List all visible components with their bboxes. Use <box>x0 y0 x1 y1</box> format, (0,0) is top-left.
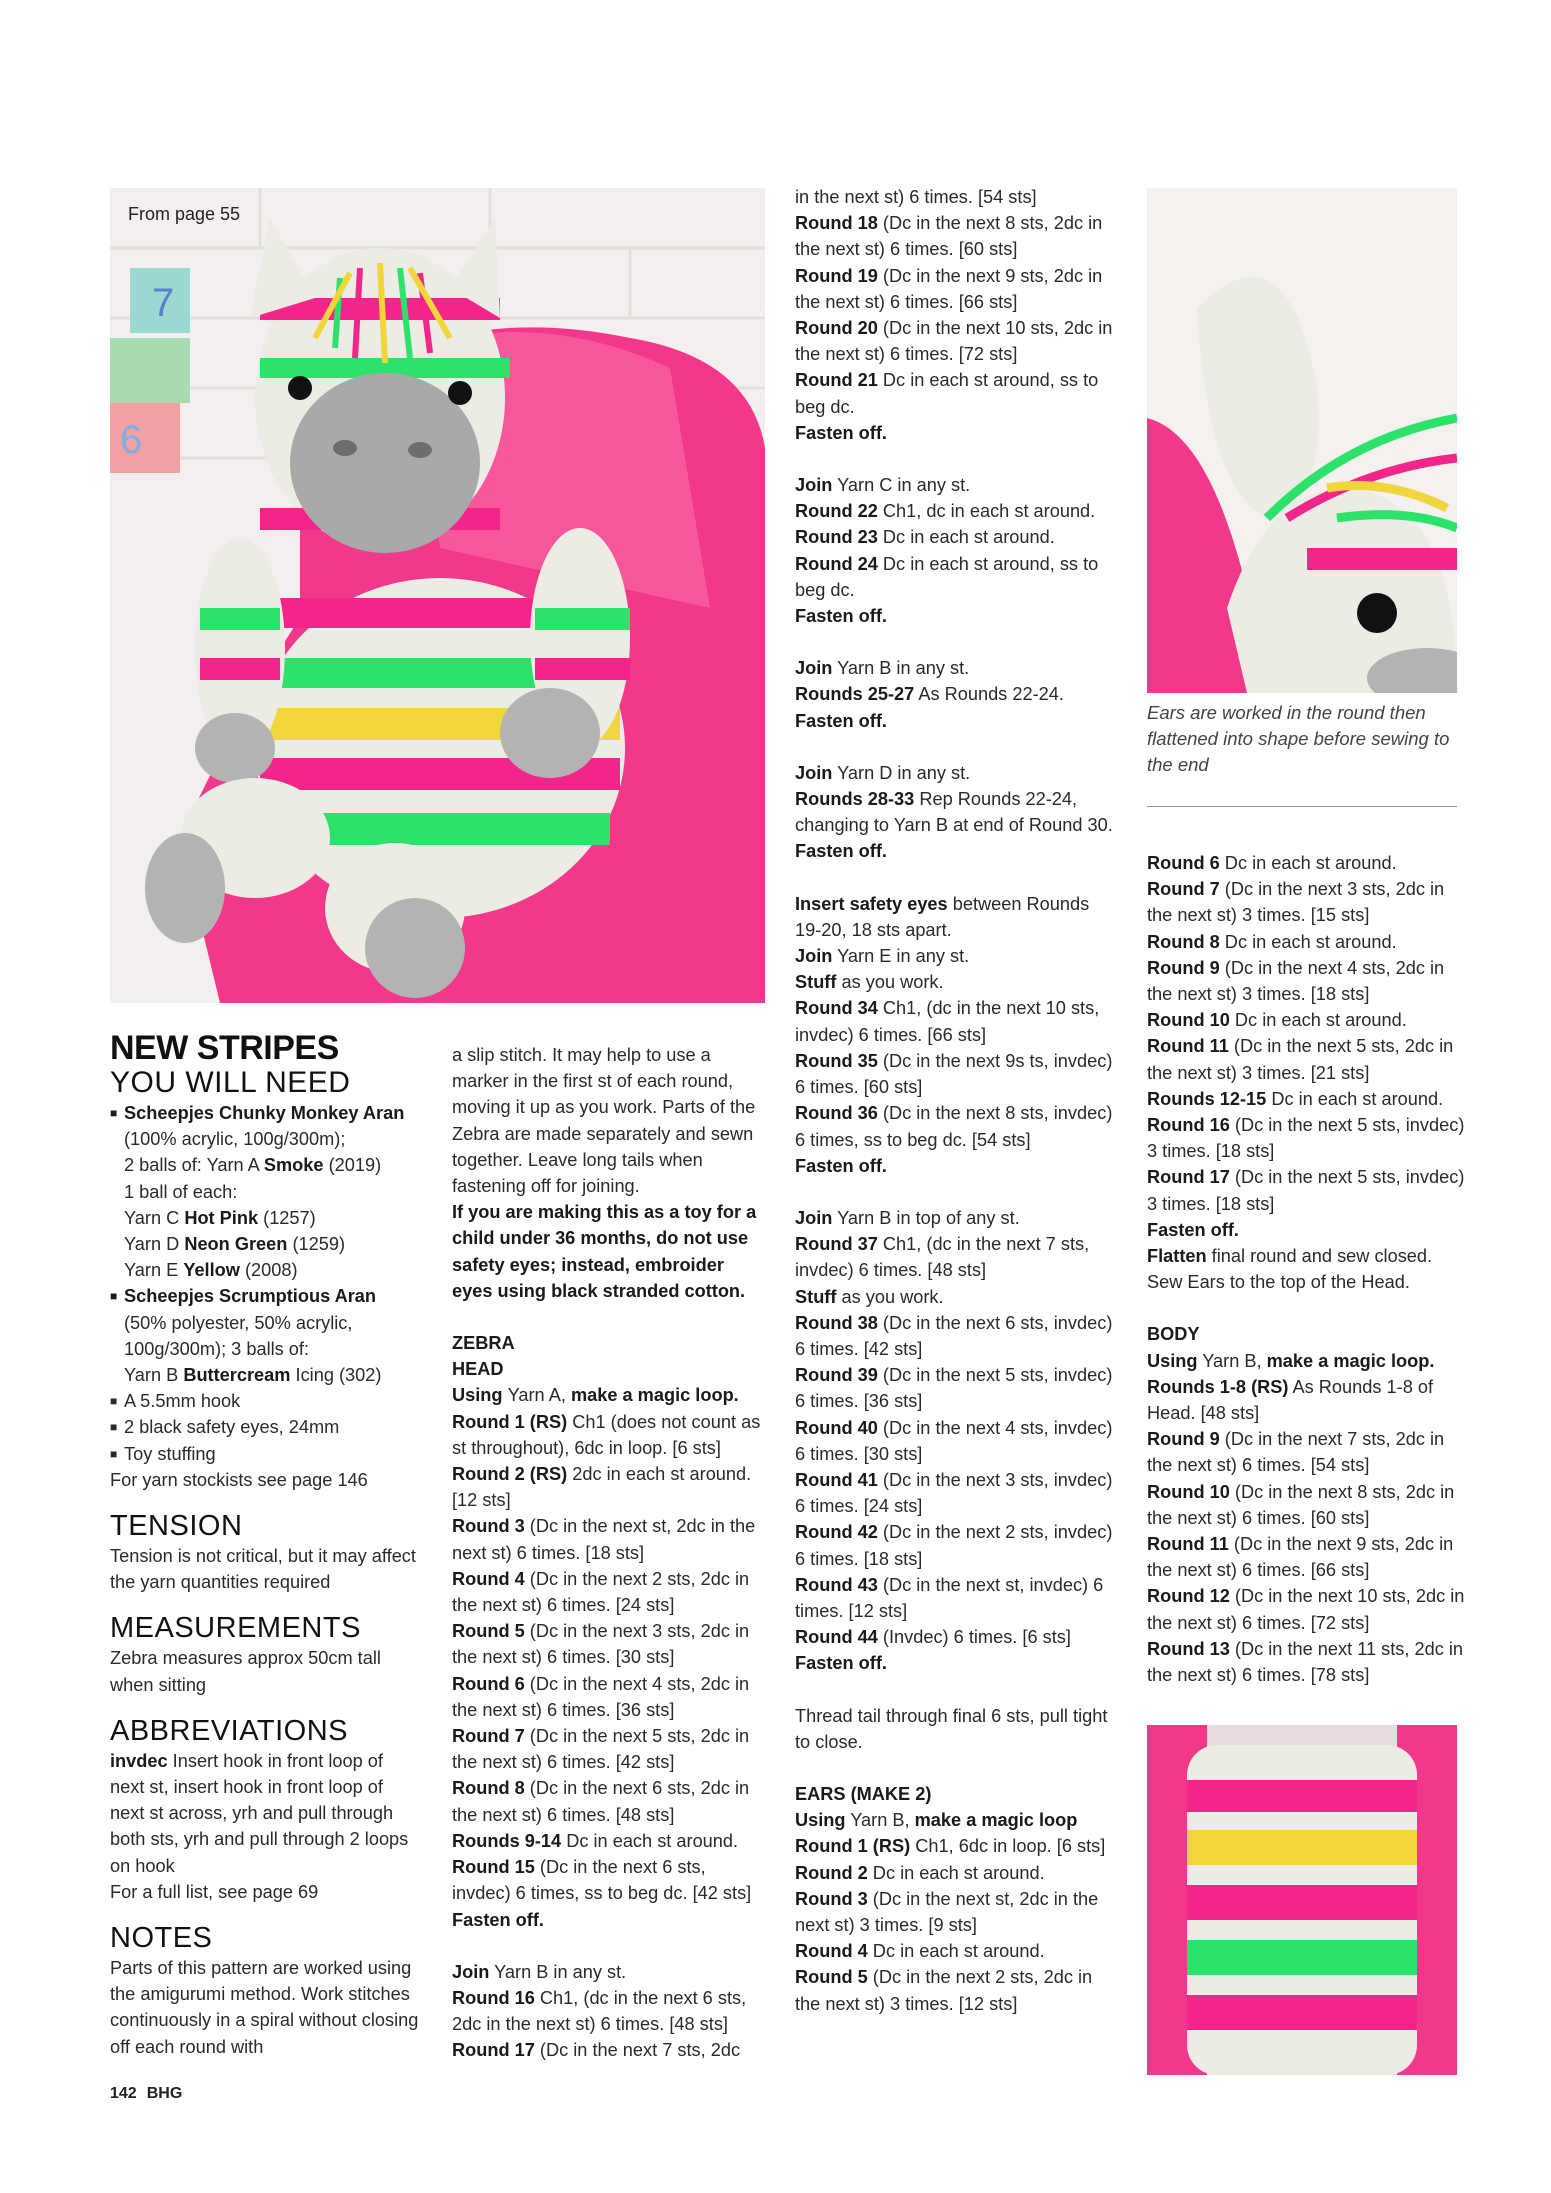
head-round-44: Round 44 (Invdec) 6 times. [6 sts] <box>795 1627 1071 1648</box>
head-round-17: Round 17 (Dc in the next 7 sts, 2dc <box>452 2040 741 2061</box>
head-round-34: Round 34 Ch1, (dc in the next 10 sts, invdec) 6 times. [66 sts] <box>795 998 1100 1045</box>
abbreviations-list-ref: For a full list, see page 69 <box>110 1881 319 1902</box>
insert-safety-eyes: Insert safety eyes between Rounds 19-20, 18 sts apart. <box>795 893 1090 940</box>
yarn2-desc1: (50% polyester, 50% acrylic, <box>124 1312 353 1333</box>
fasten-off: Fasten off. <box>795 841 887 862</box>
ears-round-3: Round 3 (Dc in the next st, 2dc in the next st) 3 times. [9 sts] <box>795 1888 1099 1935</box>
head-round-41: Round 41 (Dc in the next 3 sts, invdec) 6 times. [24 sts] <box>795 1469 1113 1517</box>
body-photo <box>1147 1725 1457 2075</box>
caption-divider <box>1147 806 1457 807</box>
ears-round-8: Round 8 Dc in each st around. <box>1147 931 1397 952</box>
column-requirements <box>110 1030 420 2060</box>
section-body: BODY <box>1147 1324 1200 1345</box>
head-round-4: Round 4 (Dc in the next 2 sts, 2dc in the next st) 6 times. [24 sts] <box>452 1568 750 1616</box>
yarn-c: Yarn C Hot Pink (1257) <box>124 1207 316 1228</box>
head-round-36: Round 36 (Dc in the next 8 sts, invdec) 6 times, ss to beg dc. [54 sts] <box>795 1103 1113 1150</box>
ear-photo-caption: Ears are worked in the round then flattened into shape before sewing to the end <box>1147 702 1450 775</box>
head-round-40: Round 40 (Dc in the next 4 sts, invdec) 6 times. [30 sts] <box>795 1417 1113 1464</box>
head-round-8: Round 8 (Dc in the next 6 sts, 2dc in the next st) 6 times. [48 sts] <box>452 1778 750 1825</box>
round-17-continued: in the next st) 6 times. [54 sts] <box>795 187 1037 207</box>
flatten-sew: Flatten final round and sew closed. Sew Ears to the top of the Head. <box>1147 1246 1433 1293</box>
svg-text:7: 7 <box>152 281 175 325</box>
head-round-20: Round 20 (Dc in the next 10 sts, 2dc in the next st) 6 times. [72 sts] <box>795 318 1113 365</box>
body-rounds-1-8: Rounds 1-8 (RS) As Rounds 1-8 of Head. [48 sts] <box>1147 1376 1434 1424</box>
head-rounds-28-33: Rounds 28-33 Rep Rounds 22-24, changing to Yarn B at end of Round 30. <box>795 789 1113 836</box>
ears-round-1: Round 1 (RS) Ch1, 6dc in loop. [6 sts] <box>795 1836 1106 1857</box>
head-round-15: Round 15 (Dc in the next 6 sts, invdec) 6 times, ss to beg dc. [42 sts] <box>452 1857 752 1904</box>
body-round-12: Round 12 (Dc in the next 10 sts, 2dc in the next st) 6 times. [72 sts] <box>1147 1586 1465 1633</box>
head-rounds-9-14: Rounds 9-14 Dc in each st around. <box>452 1830 739 1851</box>
head-round-21: Round 21 Dc in each st around, ss to beg dc. <box>795 370 1099 417</box>
join-yarn-b: Join Yarn B in any st. <box>795 658 970 679</box>
notes-continued: a slip stitch. It may help to use a marker in the first st of each round, moving it up as you work. Parts of the Zebra are made separately and sewn together. Leave long tails when fastening off for joining. <box>452 1045 756 1197</box>
head-round-22: Round 22 Ch1, dc in each st around. <box>795 501 1096 522</box>
thread-tail: Thread tail through final 6 sts, pull tight to close. <box>795 1705 1108 1752</box>
zebra-toy-image <box>110 188 765 1003</box>
stuffing-item: ■ Toy stuffing <box>110 1441 420 1467</box>
head-round-37: Round 37 Ch1, (dc in the next 7 sts, invdec) 6 times. [48 sts] <box>795 1234 1090 1281</box>
section-zebra: ZEBRA <box>452 1333 515 1354</box>
head-round-3: Round 3 (Dc in the next st, 2dc in the next st) 6 times. [18 sts] <box>452 1516 756 1563</box>
ears-round-17: Round 17 (Dc in the next 5 sts, invdec) 3 times. [18 sts] <box>1147 1167 1465 1214</box>
column-head-ears <box>795 184 1115 2017</box>
section-notes: NOTES <box>110 1922 213 1955</box>
yarn-b: Yarn B Buttercream Icing (302) <box>124 1365 382 1386</box>
stockists-note: For yarn stockists see page 146 <box>110 1469 368 1490</box>
pattern-title: NEW STRIPES <box>110 1029 339 1067</box>
head-round-24: Round 24 Dc in each st around, ss to beg dc. <box>795 553 1099 600</box>
main-photo <box>110 188 765 1003</box>
ears-rounds-12-15: Rounds 12-15 Dc in each st around. <box>1147 1088 1444 1109</box>
head-round-38: Round 38 (Dc in the next 6 sts, invdec) 6 times. [42 sts] <box>795 1312 1113 1359</box>
head-round-23: Round 23 Dc in each st around. <box>795 527 1055 548</box>
yarn2-name: ■ Scheepjes Scrumptious Aran <box>110 1283 420 1309</box>
ears-round-5: Round 5 (Dc in the next 2 sts, 2dc in the next st) 3 times. [12 sts] <box>795 1967 1093 2014</box>
head-round-43: Round 43 (Dc in the next st, invdec) 6 times. [12 sts] <box>795 1574 1104 1621</box>
section-you-will-need: YOU WILL NEED <box>110 1066 351 1099</box>
section-ears: EARS (MAKE 2) <box>795 1783 932 1804</box>
head-round-18: Round 18 (Dc in the next 8 sts, 2dc in the next st) 6 times. [60 sts] <box>795 213 1103 260</box>
ears-round-2: Round 2 Dc in each st around. <box>795 1862 1045 1883</box>
tension-text: Tension is not critical, but it may affect the yarn quantities required <box>110 1546 416 1593</box>
join-yarn-b: Join Yarn B in any st. <box>452 1961 627 1982</box>
head-round-1: Round 1 (RS) Ch1 (does not count as st throughout), 6dc in loop. [6 sts] <box>452 1411 761 1458</box>
ears-round-16: Round 16 (Dc in the next 5 sts, invdec) 3 times. [18 sts] <box>1147 1115 1465 1162</box>
abbreviation-invdec: invdec Insert hook in front loop of next st, insert hook in front loop of next st across, yrh and pull through both sts, yrh and pull through 2 loops on hook <box>110 1750 409 1876</box>
magazine-name: BHG <box>146 2085 183 2102</box>
page-footer <box>110 2085 192 2103</box>
stuff-as-you-work: Stuff as you work. <box>795 1286 944 1307</box>
fasten-off: Fasten off. <box>795 1155 887 1176</box>
head-start: Using Yarn A, make a magic loop. <box>452 1385 739 1406</box>
ears-round-7: Round 7 (Dc in the next 3 sts, 2dc in the next st) 3 times. [15 sts] <box>1147 879 1445 926</box>
ear-closeup-image <box>1147 188 1457 693</box>
ears-round-9: Round 9 (Dc in the next 4 sts, 2dc in the next st) 3 times. [18 sts] <box>1147 957 1445 1005</box>
hook-item: ■ A 5.5mm hook <box>110 1388 420 1414</box>
yarn-e: Yarn E Yellow (2008) <box>124 1260 298 1281</box>
head-rounds-25-27: Rounds 25-27 As Rounds 22-24. <box>795 684 1064 705</box>
yarn2-desc2: 100g/300m); 3 balls of: <box>124 1338 310 1359</box>
head-round-39: Round 39 (Dc in the next 5 sts, invdec) 6 times. [36 sts] <box>795 1365 1113 1412</box>
join-yarn-c: Join Yarn C in any st. <box>795 475 971 496</box>
ears-start: Using Yarn B, make a magic loop <box>795 1810 1078 1831</box>
body-start: Using Yarn B, make a magic loop. <box>1147 1350 1435 1371</box>
join-yarn-b-top: Join Yarn B in top of any st. <box>795 1207 1020 1228</box>
fasten-off: Fasten off. <box>795 710 887 731</box>
ears-round-4: Round 4 Dc in each st around. <box>795 1941 1045 1962</box>
body-round-10: Round 10 (Dc in the next 8 sts, 2dc in the next st) 6 times. [60 sts] <box>1147 1481 1455 1528</box>
page-number: 142 <box>110 2085 137 2102</box>
head-round-16: Round 16 Ch1, (dc in the next 6 sts, 2dc in the next st) 6 times. [48 sts] <box>452 1987 747 2035</box>
head-round-2: Round 2 (RS) 2dc in each st around. [12 sts] <box>452 1464 752 1511</box>
ears-round-10: Round 10 Dc in each st around. <box>1147 1010 1407 1031</box>
section-tension: TENSION <box>110 1510 243 1543</box>
body-round-13: Round 13 (Dc in the next 11 sts, 2dc in the next st) 6 times. [78 sts] <box>1147 1638 1464 1686</box>
fasten-off: Fasten off. <box>795 606 887 627</box>
svg-text:6: 6 <box>120 418 143 462</box>
section-abbreviations: ABBREVIATIONS <box>110 1714 349 1747</box>
head-round-19: Round 19 (Dc in the next 9 sts, 2dc in the next st) 6 times. [66 sts] <box>795 265 1103 312</box>
body-round-11: Round 11 (Dc in the next 9 sts, 2dc in the next st) 6 times. [66 sts] <box>1147 1534 1454 1581</box>
one-ball-each: 1 ball of each: <box>124 1181 238 1202</box>
section-measurements: MEASUREMENTS <box>110 1612 361 1645</box>
head-round-6: Round 6 (Dc in the next 4 sts, 2dc in the next st) 6 times. [36 sts] <box>452 1673 750 1720</box>
section-head: HEAD <box>452 1359 504 1380</box>
head-round-7: Round 7 (Dc in the next 5 sts, 2dc in the next st) 6 times. [42 sts] <box>452 1726 750 1773</box>
join-yarn-d: Join Yarn D in any st. <box>795 762 971 783</box>
head-round-35: Round 35 (Dc in the next 9s ts, invdec) 6 times. [60 sts] <box>795 1050 1113 1098</box>
body-round-9: Round 9 (Dc in the next 7 sts, 2dc in the next st) 6 times. [54 sts] <box>1147 1429 1445 1476</box>
yarn-d: Yarn D Neon Green (1259) <box>124 1234 346 1255</box>
join-yarn-e: Join Yarn E in any st. <box>795 946 970 967</box>
body-closeup-image <box>1147 1725 1457 2075</box>
notes-text: Parts of this pattern are worked using the amigurumi method. Work stitches continuously in a spiral without closing off each round with <box>110 1958 419 2057</box>
from-page-label: From page 55 <box>128 204 241 224</box>
column-ears-body <box>1147 850 1467 1688</box>
stuff-as-you-work: Stuff as you work. <box>795 972 944 993</box>
ears-round-11: Round 11 (Dc in the next 5 sts, 2dc in the next st) 3 times. [21 sts] <box>1147 1036 1454 1083</box>
yarn1-name: ■ Scheepjes Chunky Monkey Aran <box>110 1100 420 1126</box>
column-head-pattern <box>452 1042 762 2064</box>
head-round-5: Round 5 (Dc in the next 3 sts, 2dc in the next st) 6 times. [30 sts] <box>452 1621 750 1668</box>
fasten-off: Fasten off. <box>795 1653 887 1674</box>
yarn1-desc1: (100% acrylic, 100g/300m); <box>124 1129 346 1150</box>
fasten-off: Fasten off. <box>795 422 887 443</box>
yarn1-colour-a: 2 balls of: Yarn A Smoke (2019) <box>124 1155 382 1176</box>
eyes-item: ■ 2 black safety eyes, 24mm <box>110 1414 420 1440</box>
head-round-42: Round 42 (Dc in the next 2 sts, invdec) 6 times. [18 sts] <box>795 1522 1113 1569</box>
safety-warning: If you are making this as a toy for a child under 36 months, do not use safety eyes; instead, embroider eyes using black stranded cotton. <box>452 1202 757 1301</box>
fasten-off: Fasten off. <box>452 1909 544 1930</box>
measurements-text: Zebra measures approx 50cm tall when sitting <box>110 1648 381 1695</box>
fasten-off: Fasten off. <box>1147 1219 1239 1240</box>
ear-photo <box>1147 188 1457 693</box>
ears-round-6: Round 6 Dc in each st around. <box>1147 853 1397 873</box>
